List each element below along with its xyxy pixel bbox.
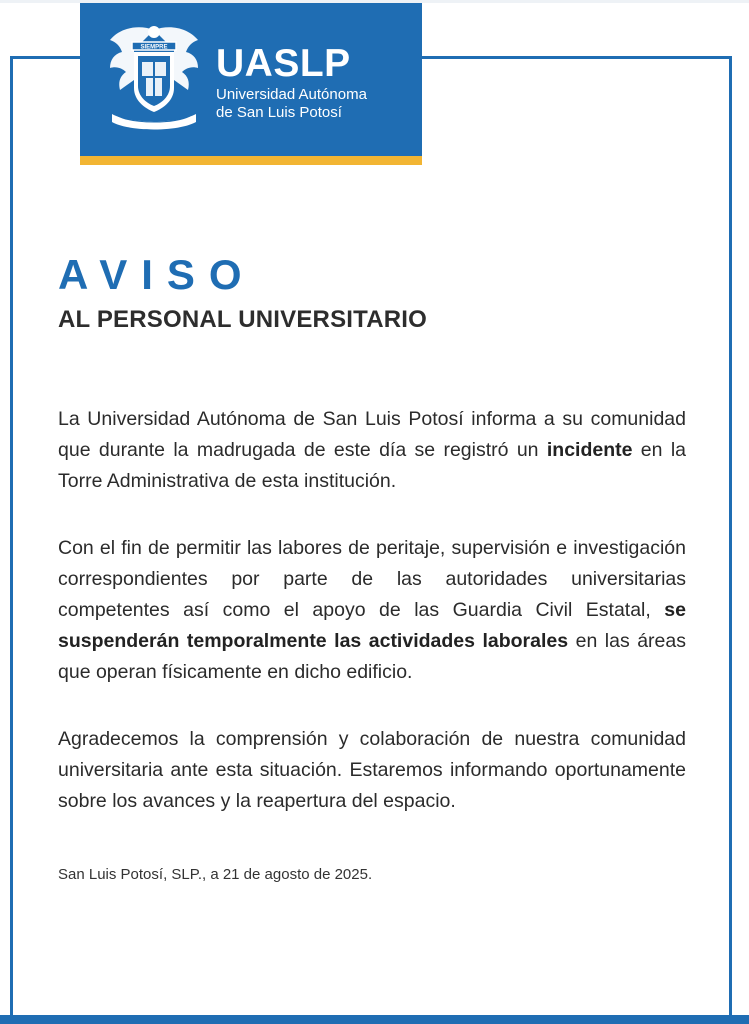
- brand-subtitle: [216, 86, 367, 122]
- p2-bold-text: se suspenderán temporalmente las actividades laborales: [58, 599, 686, 652]
- p2-text-b: en las áreas que operan físicamente en dicho edificio.: [58, 630, 686, 683]
- notice-paragraph-1: [58, 404, 686, 497]
- bottom-border-bar: [0, 1015, 749, 1024]
- p1-text-a: La Universidad Autónoma de San Luis Potosí informa a su comunidad que durante la madrugada de este día se registró un: [58, 408, 686, 461]
- brand-subtitle-line1: Universidad Autónoma: [216, 86, 367, 103]
- notice-paragraph-2: [58, 533, 686, 688]
- header-gold-stripe: [80, 156, 422, 165]
- p2-text-a: Con el fin de permitir las labores de peritaje, supervisión e investigación correspondientes por parte de las autoridades universitarias competentes así como el apoyo de las Guardia Civil Estatal,: [58, 537, 686, 621]
- notice-subtitle: AL PERSONAL UNIVERSITARIO: [58, 306, 428, 333]
- university-crest-icon: [106, 20, 202, 132]
- p1-bold-text: incidente: [546, 439, 633, 461]
- notice-date: San Luis Potosí, SLP., a 21 de agosto de 2025.: [58, 866, 373, 883]
- crest-motto: SIEMPRE: [140, 44, 168, 51]
- brand-name: UASLP: [216, 42, 351, 85]
- notice-paragraph-3: Agradecemos la comprensión y colaboración de nuestra comunidad universitaria ante esta situación. Estaremos informando oportunamente sobre los avances y la reapertura del espacio.: [58, 728, 686, 812]
- brand-subtitle-line2: de San Luis Potosí: [216, 104, 342, 121]
- p1-text-b: en la Torre Administrativa de esta institución.: [58, 439, 687, 492]
- notice-title: AVISO: [58, 251, 256, 298]
